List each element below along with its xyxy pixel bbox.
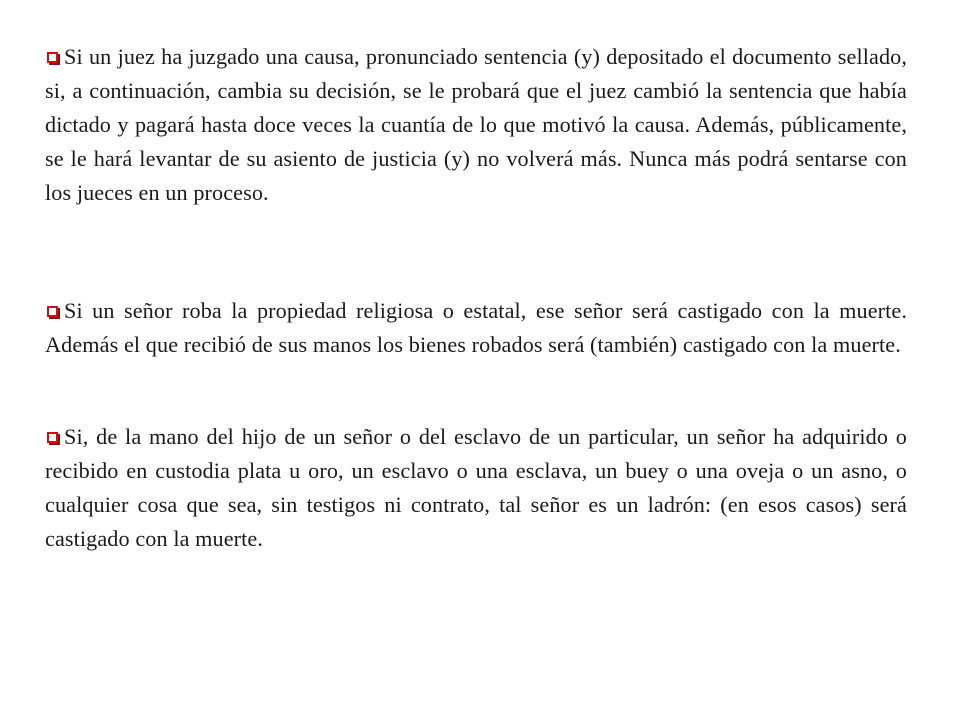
bullet-item-2 xyxy=(45,294,907,362)
bullet-text-3: Si, de la mano del hijo de un señor o del esclavo de un particular, un señor ha adquirido o recibido en custodia plata u oro, un esclavo o una esclava, un buey o una oveja o un asno, o cualquier cosa que sea, sin testigos ni contrato, tal señor es un ladrón: (en esos casos) será castigado con la muerte. xyxy=(45,424,907,551)
checkbox-bullet-icon xyxy=(47,306,58,317)
checkbox-bullet-icon xyxy=(47,432,58,443)
bullet-text-1: Si un juez ha juzgado una causa, pronunciado sentencia (y) depositado el documento sellado, si, a continuación, cambia su decisión, se le probará que el juez cambió la sentencia que había dictado y pagará hasta doce veces la cuantía de lo que motivó la causa. Además, públicamente, se le hará levantar de su asiento de justicia (y) no volverá más. Nunca más podrá sentarse con los jueces en un proceso. xyxy=(45,44,907,205)
bullet-item-1 xyxy=(45,40,907,210)
bullet-text-2: Si un señor roba la propiedad religiosa o estatal, ese señor será castigado con la muerte. Además el que recibió de sus manos los bienes robados será (también) castigado con la muerte. xyxy=(45,298,907,357)
checkbox-bullet-icon xyxy=(47,52,58,63)
bullet-item-3 xyxy=(45,420,907,556)
